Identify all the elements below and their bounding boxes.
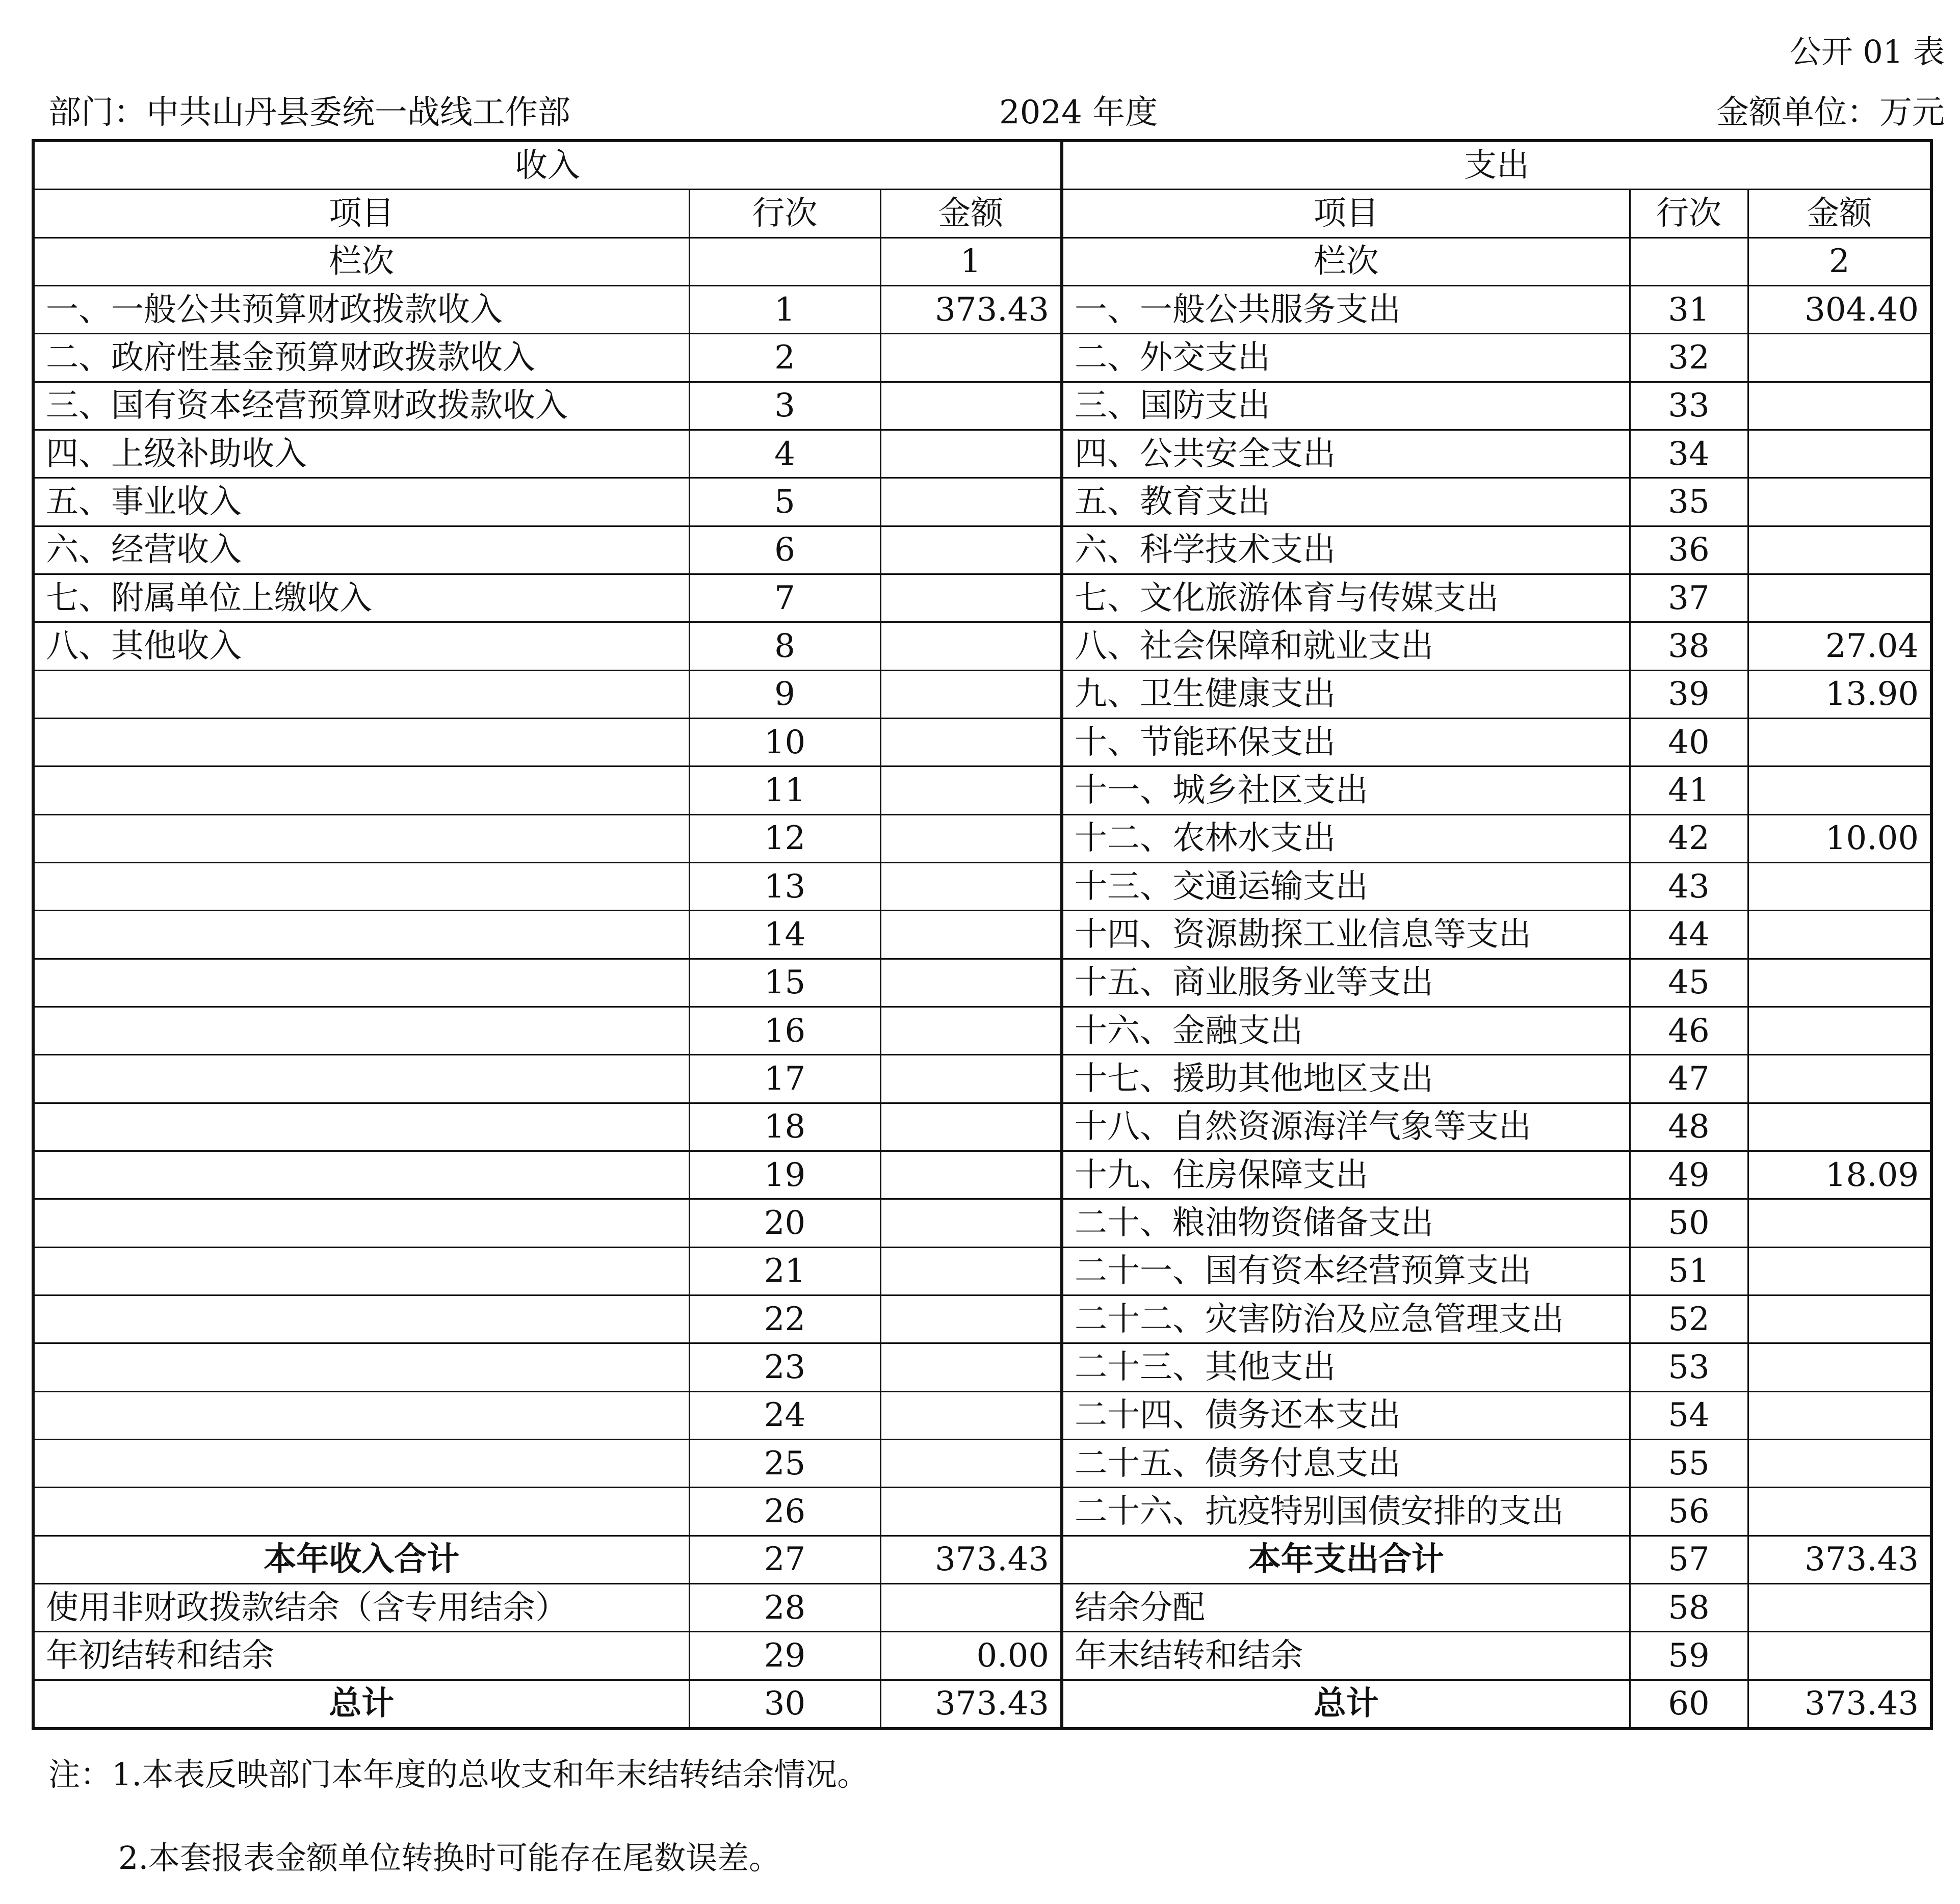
expense-amount-cell: [1748, 1583, 1931, 1631]
income-amount-cell: 373.43: [880, 1680, 1062, 1729]
column-header-row: [33, 190, 1931, 237]
income-line-cell: 22: [689, 1295, 880, 1343]
income-line-cell: 25: [689, 1439, 880, 1487]
income-line-cell: 13: [689, 862, 880, 910]
expense-line-cell: 46: [1630, 1007, 1748, 1054]
form-number: 公开 01 表: [1789, 33, 1945, 70]
income-item-cell: 七、附属单位上缴收入: [33, 574, 689, 622]
expense-line-cell: 40: [1630, 718, 1748, 766]
expense-order-label: 栏次: [1062, 237, 1630, 285]
income-amount-cell: [880, 1199, 1062, 1247]
expense-amount-cell: [1748, 766, 1931, 814]
column-order-row: [33, 237, 1931, 285]
expense-line-cell: 58: [1630, 1583, 1748, 1631]
income-item-cell: 五、事业收入: [33, 478, 689, 526]
expense-item-cell: 二、外交支出: [1062, 334, 1630, 382]
table-row: [33, 622, 1931, 670]
table-row: [33, 814, 1931, 862]
expense-item-cell: 二十四、债务还本支出: [1062, 1391, 1630, 1439]
income-item-cell: [33, 766, 689, 814]
table-row: [33, 1007, 1931, 1054]
expense-item-cell: 十一、城乡社区支出: [1062, 766, 1630, 814]
income-line-cell: 27: [689, 1536, 880, 1583]
income-item-cell: [33, 1199, 689, 1247]
income-item-cell: [33, 1295, 689, 1343]
income-line-cell: 1: [689, 286, 880, 334]
income-amount-cell: 0.00: [880, 1632, 1062, 1680]
income-item-cell: [33, 670, 689, 718]
expense-item-cell: 二十二、灾害防治及应急管理支出: [1062, 1295, 1630, 1343]
expense-line-cell: 56: [1630, 1488, 1748, 1536]
amount-unit: 金额单位：万元: [1716, 94, 1945, 131]
table-row: [33, 1343, 1931, 1391]
income-line-cell: 11: [689, 766, 880, 814]
expense-item-cell: 十九、住房保障支出: [1062, 1151, 1630, 1199]
income-item-cell: [33, 959, 689, 1007]
expense-item-cell: 总计: [1062, 1680, 1630, 1729]
income-item-cell: 年初结转和结余: [33, 1632, 689, 1680]
expense-line-cell: 37: [1630, 574, 1748, 622]
expense-amount-cell: 373.43: [1748, 1536, 1931, 1583]
expense-item-cell: 五、教育支出: [1062, 478, 1630, 526]
expense-amount-cell: [1748, 718, 1931, 766]
income-amount-cell: [880, 1488, 1062, 1536]
expense-amount-cell: [1748, 478, 1931, 526]
expense-line-cell: 54: [1630, 1391, 1748, 1439]
table-row: [33, 1295, 1931, 1343]
expense-amount-cell: [1748, 526, 1931, 574]
income-amount-cell: [880, 1103, 1062, 1151]
expense-item-cell: 十、节能环保支出: [1062, 718, 1630, 766]
income-amount-cell: [880, 814, 1062, 862]
income-item-cell: [33, 911, 689, 959]
expense-line-cell: 34: [1630, 430, 1748, 478]
income-line-cell: 20: [689, 1199, 880, 1247]
income-line-cell: 18: [689, 1103, 880, 1151]
income-line-cell: 2: [689, 334, 880, 382]
income-amount-cell: [880, 334, 1062, 382]
expense-item-cell: 二十三、其他支出: [1062, 1343, 1630, 1391]
income-amount-cell: [880, 478, 1062, 526]
income-amount-cell: [880, 526, 1062, 574]
expense-line-cell: 32: [1630, 334, 1748, 382]
income-line-cell: 15: [689, 959, 880, 1007]
expense-line-header: 行次: [1630, 190, 1748, 237]
expense-line-cell: 31: [1630, 286, 1748, 334]
income-item-cell: [33, 1247, 689, 1295]
table-row: [33, 1391, 1931, 1439]
expense-line-cell: 50: [1630, 1199, 1748, 1247]
income-line-cell: 28: [689, 1583, 880, 1631]
expense-amount-cell: [1748, 1007, 1931, 1054]
table-row: [33, 382, 1931, 430]
income-amount-header: 金额: [880, 190, 1062, 237]
table-row: [33, 1439, 1931, 1487]
income-amount-cell: [880, 430, 1062, 478]
table-row: [33, 286, 1931, 334]
income-amount-cell: [880, 766, 1062, 814]
income-order-line: [689, 237, 880, 285]
expense-amount-cell: [1748, 1295, 1931, 1343]
income-line-cell: 6: [689, 526, 880, 574]
expense-item-cell: 十六、金融支出: [1062, 1007, 1630, 1054]
expense-amount-cell: 27.04: [1748, 622, 1931, 670]
income-amount-cell: [880, 718, 1062, 766]
income-item-cell: 本年收入合计: [33, 1536, 689, 1583]
income-item-cell: 八、其他收入: [33, 622, 689, 670]
expense-item-cell: 十二、农林水支出: [1062, 814, 1630, 862]
expense-amount-cell: [1748, 430, 1931, 478]
expense-item-cell: 十三、交通运输支出: [1062, 862, 1630, 910]
income-order-number: 1: [880, 237, 1062, 285]
income-item-cell: 使用非财政拨款结余（含专用结余）: [33, 1583, 689, 1631]
table-row: [33, 766, 1931, 814]
expense-line-cell: 36: [1630, 526, 1748, 574]
expense-item-cell: 十七、援助其他地区支出: [1062, 1055, 1630, 1103]
expense-line-cell: 33: [1630, 382, 1748, 430]
income-order-label: 栏次: [33, 237, 689, 285]
table-row: [33, 1680, 1931, 1729]
expense-line-cell: 38: [1630, 622, 1748, 670]
table-row: [33, 1055, 1931, 1103]
expense-amount-cell: [1748, 862, 1931, 910]
expense-line-cell: 51: [1630, 1247, 1748, 1295]
income-item-cell: [33, 1151, 689, 1199]
expense-section-title: 支出: [1062, 141, 1931, 190]
expense-amount-cell: [1748, 1391, 1931, 1439]
income-item-cell: [33, 862, 689, 910]
table-row: [33, 1151, 1931, 1199]
table-body: [33, 141, 1931, 1729]
expense-item-cell: 二十一、国有资本经营预算支出: [1062, 1247, 1630, 1295]
income-line-header: 行次: [689, 190, 880, 237]
income-amount-cell: [880, 1439, 1062, 1487]
expense-line-cell: 42: [1630, 814, 1748, 862]
expense-item-cell: 九、卫生健康支出: [1062, 670, 1630, 718]
section-header-row: [33, 141, 1931, 190]
expense-line-cell: 48: [1630, 1103, 1748, 1151]
income-item-cell: 四、上级补助收入: [33, 430, 689, 478]
expense-amount-cell: [1748, 1247, 1931, 1295]
expense-amount-cell: 10.00: [1748, 814, 1931, 862]
income-amount-cell: [880, 1583, 1062, 1631]
income-line-cell: 24: [689, 1391, 880, 1439]
table-row: [33, 1583, 1931, 1631]
expense-order-number: 2: [1748, 237, 1931, 285]
income-amount-cell: [880, 1247, 1062, 1295]
table-row: [33, 526, 1931, 574]
expense-line-cell: 55: [1630, 1439, 1748, 1487]
expense-item-cell: 年末结转和结余: [1062, 1632, 1630, 1680]
income-amount-cell: [880, 1007, 1062, 1054]
expense-item-cell: 一、一般公共服务支出: [1062, 286, 1630, 334]
expense-line-cell: 59: [1630, 1632, 1748, 1680]
table-row: [33, 478, 1931, 526]
income-expense-table: [32, 139, 1933, 1730]
expense-amount-cell: [1748, 959, 1931, 1007]
expense-amount-header: 金额: [1748, 190, 1931, 237]
income-line-cell: 21: [689, 1247, 880, 1295]
income-line-cell: 3: [689, 382, 880, 430]
expense-amount-cell: [1748, 334, 1931, 382]
expense-amount-cell: 304.40: [1748, 286, 1931, 334]
expense-item-cell: 十八、自然资源海洋气象等支出: [1062, 1103, 1630, 1151]
income-amount-cell: [880, 1295, 1062, 1343]
income-amount-cell: [880, 1055, 1062, 1103]
expense-line-cell: 52: [1630, 1295, 1748, 1343]
expense-amount-cell: 13.90: [1748, 670, 1931, 718]
income-amount-cell: [880, 670, 1062, 718]
table-row: [33, 334, 1931, 382]
table-row: [33, 1103, 1931, 1151]
income-line-cell: 12: [689, 814, 880, 862]
income-line-cell: 29: [689, 1632, 880, 1680]
expense-item-cell: 二十六、抗疫特别国债安排的支出: [1062, 1488, 1630, 1536]
expense-item-cell: 结余分配: [1062, 1583, 1630, 1631]
income-amount-cell: [880, 622, 1062, 670]
table-row: [33, 1536, 1931, 1583]
expense-line-cell: 39: [1630, 670, 1748, 718]
expense-amount-cell: [1748, 1343, 1931, 1391]
table-row: [33, 911, 1931, 959]
expense-line-cell: 43: [1630, 862, 1748, 910]
income-line-cell: 10: [689, 718, 880, 766]
income-amount-cell: [880, 911, 1062, 959]
income-item-cell: [33, 1055, 689, 1103]
income-item-cell: [33, 1007, 689, 1054]
income-line-cell: 17: [689, 1055, 880, 1103]
expense-line-cell: 44: [1630, 911, 1748, 959]
income-amount-cell: [880, 959, 1062, 1007]
income-line-cell: 30: [689, 1680, 880, 1729]
income-item-cell: 一、一般公共预算财政拨款收入: [33, 286, 689, 334]
income-amount-cell: [880, 1391, 1062, 1439]
income-item-cell: 总计: [33, 1680, 689, 1729]
expense-amount-cell: [1748, 1488, 1931, 1536]
income-item-cell: [33, 1488, 689, 1536]
income-amount-cell: [880, 574, 1062, 622]
expense-amount-cell: 373.43: [1748, 1680, 1931, 1729]
income-item-cell: 三、国有资本经营预算财政拨款收入: [33, 382, 689, 430]
expense-amount-cell: [1748, 1103, 1931, 1151]
table-row: [33, 1247, 1931, 1295]
expense-amount-cell: [1748, 574, 1931, 622]
income-section-title: 收入: [33, 141, 1062, 190]
income-item-cell: [33, 1103, 689, 1151]
income-line-cell: 9: [689, 670, 880, 718]
expense-item-cell: 七、文化旅游体育与传媒支出: [1062, 574, 1630, 622]
expense-item-cell: 二十五、债务付息支出: [1062, 1439, 1630, 1487]
expense-line-cell: 35: [1630, 478, 1748, 526]
income-item-header: 项目: [33, 190, 689, 237]
expense-item-cell: 十五、商业服务业等支出: [1062, 959, 1630, 1007]
income-line-cell: 8: [689, 622, 880, 670]
income-item-cell: [33, 718, 689, 766]
expense-line-cell: 57: [1630, 1536, 1748, 1583]
expense-item-cell: 八、社会保障和就业支出: [1062, 622, 1630, 670]
table-row: [33, 430, 1931, 478]
expense-amount-cell: 18.09: [1748, 1151, 1931, 1199]
income-amount-cell: [880, 382, 1062, 430]
expense-order-line: [1630, 237, 1748, 285]
table-row: [33, 1488, 1931, 1536]
income-item-cell: [33, 814, 689, 862]
table-row: [33, 959, 1931, 1007]
income-amount-cell: 373.43: [880, 286, 1062, 334]
income-item-cell: 六、经营收入: [33, 526, 689, 574]
income-amount-cell: [880, 862, 1062, 910]
income-amount-cell: [880, 1151, 1062, 1199]
expense-line-cell: 41: [1630, 766, 1748, 814]
table-row: [33, 862, 1931, 910]
expense-amount-cell: [1748, 1439, 1931, 1487]
expense-line-cell: 45: [1630, 959, 1748, 1007]
expense-item-cell: 十四、资源勘探工业信息等支出: [1062, 911, 1630, 959]
expense-amount-cell: [1748, 911, 1931, 959]
table-row: [33, 1632, 1931, 1680]
expense-item-header: 项目: [1062, 190, 1630, 237]
table-row: [33, 670, 1931, 718]
table-row: [33, 574, 1931, 622]
expense-item-cell: 二十、粮油物资储备支出: [1062, 1199, 1630, 1247]
note-2: 2.本套报表金额单位转换时可能存在尾数误差。: [118, 1839, 781, 1876]
fiscal-year: 2024 年度: [999, 94, 1158, 131]
expense-line-cell: 60: [1630, 1680, 1748, 1729]
department-label: 部门：中共山丹县委统一战线工作部: [48, 94, 570, 131]
expense-amount-cell: [1748, 382, 1931, 430]
expense-item-cell: 六、科学技术支出: [1062, 526, 1630, 574]
expense-amount-cell: [1748, 1199, 1931, 1247]
income-line-cell: 7: [689, 574, 880, 622]
expense-amount-cell: [1748, 1632, 1931, 1680]
expense-line-cell: 53: [1630, 1343, 1748, 1391]
expense-item-cell: 四、公共安全支出: [1062, 430, 1630, 478]
expense-item-cell: 本年支出合计: [1062, 1536, 1630, 1583]
income-amount-cell: [880, 1343, 1062, 1391]
income-item-cell: [33, 1391, 689, 1439]
income-line-cell: 23: [689, 1343, 880, 1391]
income-item-cell: [33, 1439, 689, 1487]
table-row: [33, 718, 1931, 766]
expense-line-cell: 49: [1630, 1151, 1748, 1199]
expense-amount-cell: [1748, 1055, 1931, 1103]
income-line-cell: 14: [689, 911, 880, 959]
income-line-cell: 19: [689, 1151, 880, 1199]
income-line-cell: 5: [689, 478, 880, 526]
income-line-cell: 16: [689, 1007, 880, 1054]
income-item-cell: 二、政府性基金预算财政拨款收入: [33, 334, 689, 382]
income-line-cell: 26: [689, 1488, 880, 1536]
expense-item-cell: 三、国防支出: [1062, 382, 1630, 430]
income-amount-cell: 373.43: [880, 1536, 1062, 1583]
income-item-cell: [33, 1343, 689, 1391]
table-row: [33, 1199, 1931, 1247]
note-1: 注：1.本表反映部门本年度的总收支和年末结转结余情况。: [48, 1756, 869, 1793]
expense-line-cell: 47: [1630, 1055, 1748, 1103]
income-line-cell: 4: [689, 430, 880, 478]
